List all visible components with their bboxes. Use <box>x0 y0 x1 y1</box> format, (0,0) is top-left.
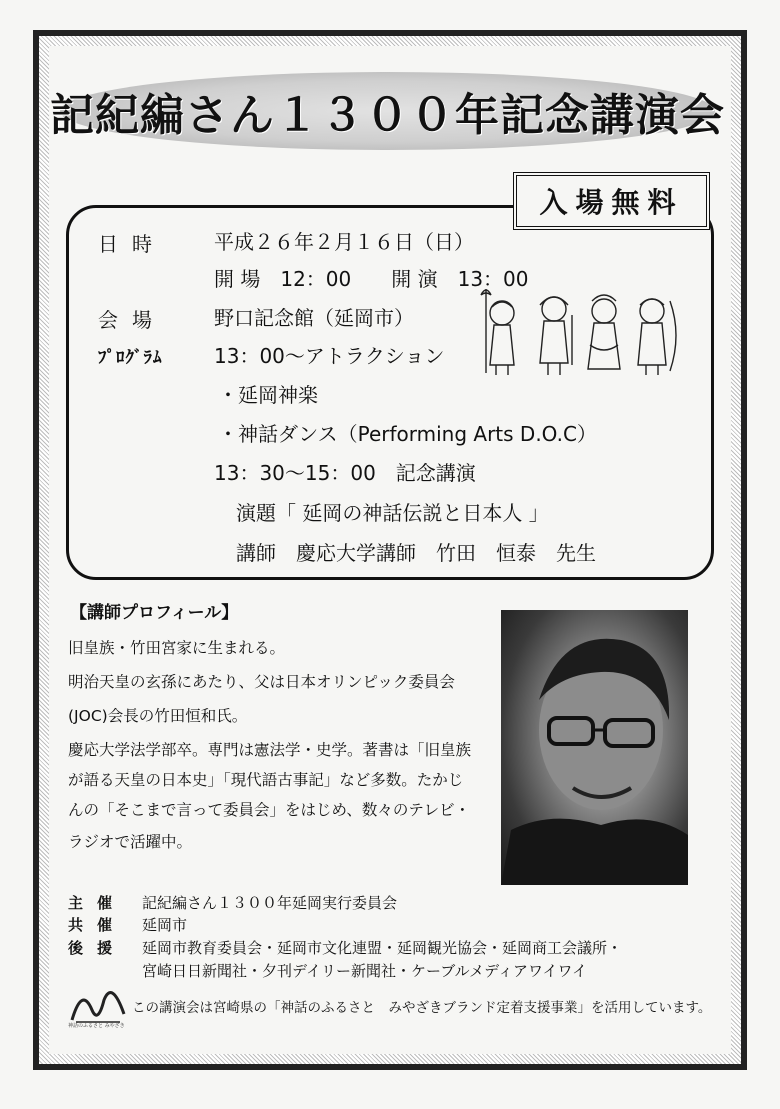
time-value: 開 場 12：00 開 演 13：00 <box>214 267 529 291</box>
venue-value: 野口記念館（延岡市） <box>214 306 414 330</box>
logo-caption: 神話のふるさと みやざき <box>68 1023 125 1029</box>
profile-line: 明治天皇の玄孫にあたり、父は日本オリンピック委員会 <box>68 673 455 691</box>
lecturer-name: 講師 慶応大学講師 竹田 恒泰 先生 <box>236 541 596 565</box>
lecture-topic: 演題「 延岡の神話伝説と日本人 」 <box>236 501 549 525</box>
footer-note: この講演会は宮崎県の「神話のふるさと みやざきブランド定着支援事業」を活用しています。 <box>132 1000 712 1016</box>
date-value: 平成２６年２月１６日（日） <box>214 230 474 254</box>
cohost-label: 共催 <box>68 916 127 934</box>
venue-label: 会場 <box>98 308 166 332</box>
mascot-2-icon <box>540 297 572 375</box>
profile-line: 慶応大学法学部卒。専門は憲法学・史学。著書は「旧皇族 <box>68 741 472 759</box>
profile-line: (JOC)会長の竹田恒和氏。 <box>68 707 248 725</box>
myth-brand-logo-icon <box>68 980 128 1028</box>
program-item-4: 13：30～15：00 記念講演 <box>214 461 476 485</box>
profile-heading: 【講師プロフィール】 <box>70 603 239 623</box>
cohost-value: 延岡市 <box>142 916 188 934</box>
free-admission-badge: 入場無料 <box>513 172 710 230</box>
program-item-3: ・神話ダンス（Performing Arts D.O.C） <box>218 422 597 446</box>
program-item-1: 13：00～アトラクション <box>214 344 445 368</box>
host-label: 主催 <box>68 894 127 912</box>
date-label: 日時 <box>98 232 166 256</box>
support-value-1: 延岡市教育委員会・延岡市文化連盟・延岡観光協会・延岡商工会議所・ <box>142 939 623 957</box>
mascot-4-icon <box>638 299 676 375</box>
mascot-1-icon <box>481 289 514 375</box>
profile-line: が語る天皇の日本史」「現代語古事記」など多数。たかじ <box>68 771 464 789</box>
portrait-icon <box>501 610 688 885</box>
program-item-2: ・延岡神楽 <box>218 383 318 407</box>
support-label: 後援 <box>68 939 127 957</box>
mascot-3-icon <box>588 295 620 369</box>
page-title: 記紀編さん１３００年記念講演会 <box>50 90 725 141</box>
support-value-2: 宮崎日日新聞社・夕刊デイリー新聞社・ケーブルメディアワイワイ <box>142 962 588 980</box>
profile-line: んの「そこまで言って委員会」をはじめ、数々のテレビ・ <box>68 801 471 819</box>
host-value: 記紀編さん１３００年延岡実行委員会 <box>142 894 398 912</box>
profile-line: ラジオで活躍中。 <box>68 833 193 851</box>
lecturer-photo <box>501 610 688 885</box>
mascot-characters-illustration <box>472 285 688 395</box>
profile-line: 旧皇族・竹田宮家に生まれる。 <box>68 639 286 657</box>
program-label: ﾌﾟﾛｸﾞﾗﾑ <box>98 348 163 368</box>
